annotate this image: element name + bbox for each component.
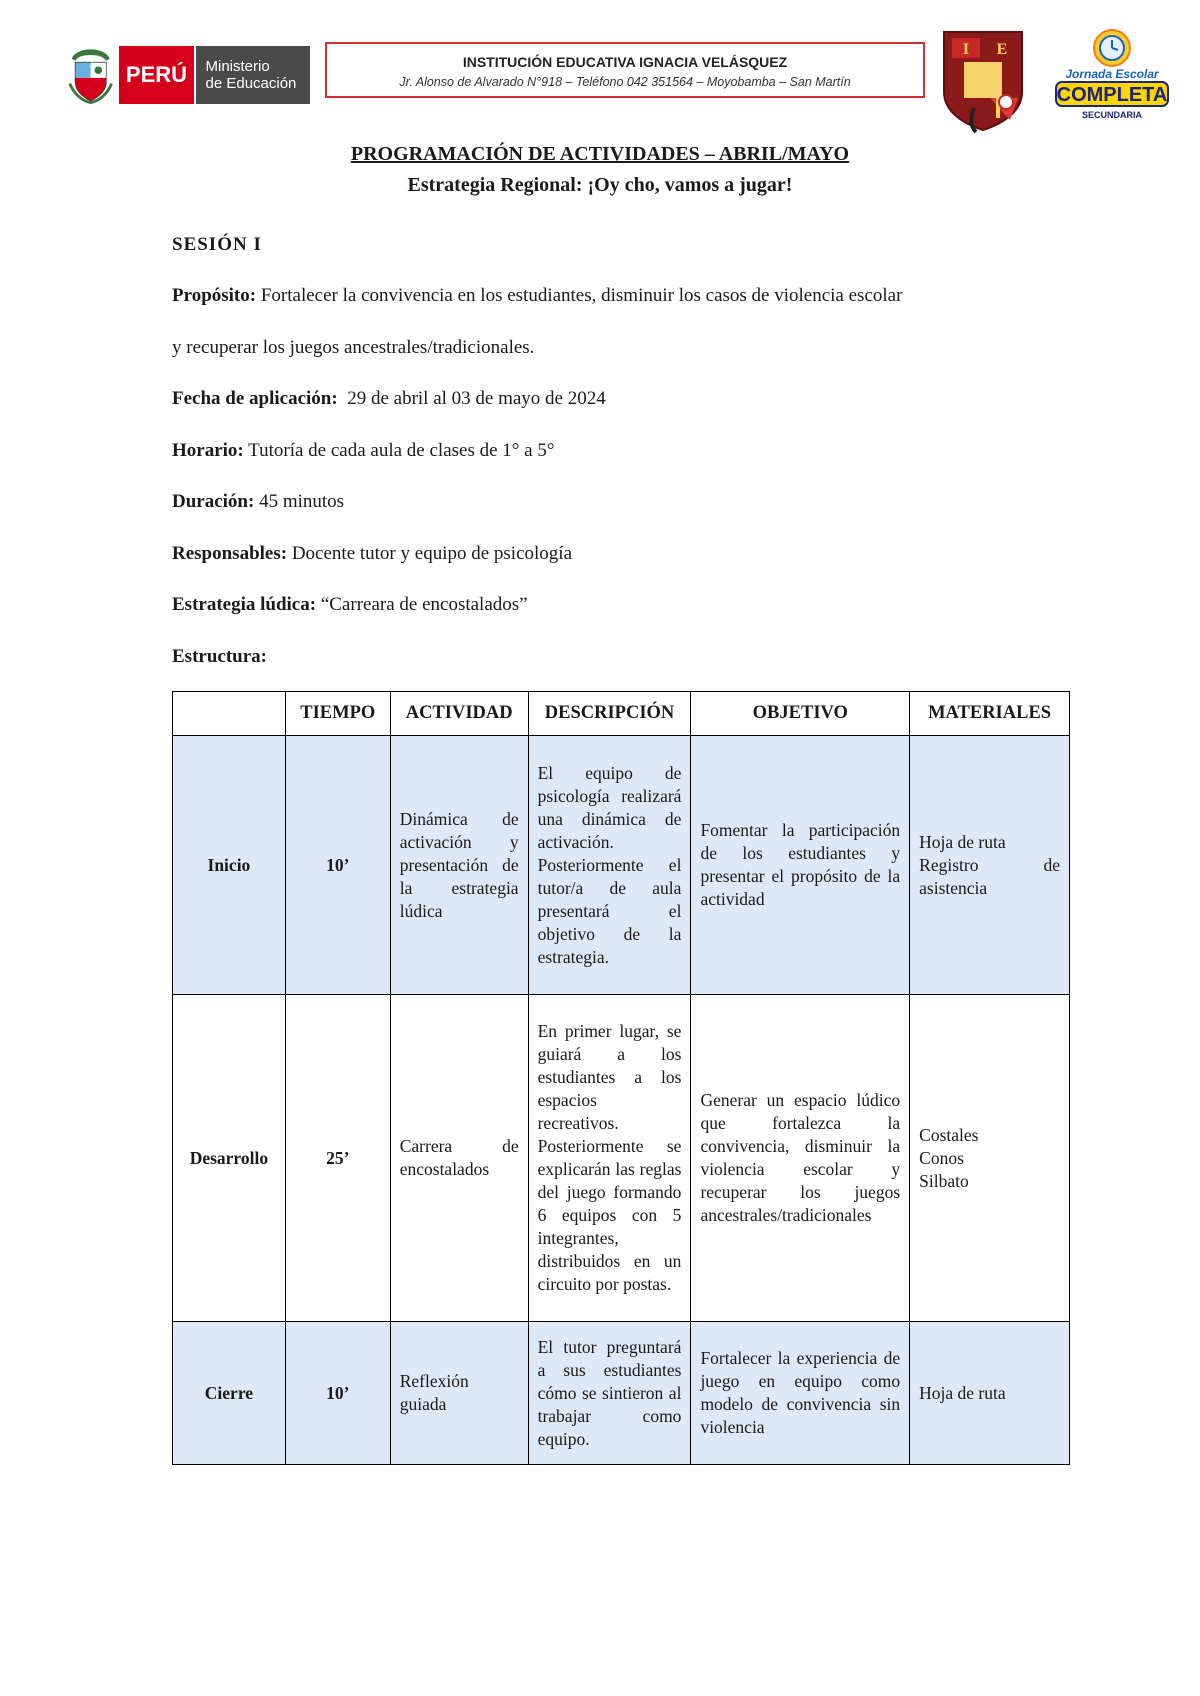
time-cell: 10’ — [285, 1322, 390, 1465]
activity-cell: Carrera de encostalados — [390, 995, 528, 1322]
table-row — [173, 736, 1070, 995]
material-item: Conos — [919, 1147, 964, 1168]
minedu-logo — [66, 44, 310, 106]
document-subtitle: Estrategia Regional: ¡Oy cho, vamos a jugar! — [407, 174, 793, 196]
material-item: Hoja de ruta — [919, 1382, 1006, 1403]
materials-cell — [910, 995, 1070, 1322]
table-row — [173, 995, 1070, 1322]
description-cell: El equipo de psicología realizará una dinámica de activación. Posteriormente el tutor/a de aula presentará el objetivo de la estrategia. — [528, 736, 691, 995]
materials-cell — [910, 736, 1070, 995]
estructura-label: Estructura: — [172, 646, 267, 667]
table-header-row — [173, 692, 1070, 736]
duracion-value: 45 minutos — [254, 491, 345, 512]
responsables-value: Docente tutor y equipo de psicología — [287, 543, 573, 564]
crest-letter-i: I — [962, 41, 970, 58]
duracion-label: Duración: — [172, 491, 255, 512]
jornada-line-3: SECUNDARIA — [1081, 110, 1143, 120]
description-cell: El tutor preguntará a sus estudiantes cómo se sintieron al trabajar como equipo. — [528, 1322, 691, 1465]
description-cell: En primer lugar, se guiará a los estudiantes a los espacios recreativos. Posteriormente se explicarán las reglas del juego formando 6 equipos con 5 integrantes, distribuidos en un circuito por postas. — [528, 995, 691, 1322]
header-description: DESCRIPCIÓN — [528, 692, 691, 736]
header-objective: OBJETIVO — [691, 692, 910, 736]
horario-value: Tutoría de cada aula de clases de 1° a 5° — [243, 440, 555, 461]
time-cell: 25’ — [285, 995, 390, 1322]
proposito-line-1 — [172, 285, 902, 307]
estrategia-value: “Carreara de encostalados” — [316, 594, 528, 615]
institution-address: Jr. Alonso de Alvarado N°918 – Teléfono 042 351564 – Moyobamba – San Martín — [399, 75, 851, 89]
header-materials: MATERIALES — [910, 692, 1070, 736]
school-crest-icon — [940, 28, 1026, 136]
fecha-value: 29 de abril al 03 de mayo de 2024 — [337, 388, 606, 409]
activity-cell: Dinámica de activación y presentación de la estrategia lúdica — [390, 736, 528, 995]
ministry-label — [194, 46, 311, 104]
fecha-label: Fecha de aplicación: — [172, 388, 338, 409]
material-item: Costales — [919, 1124, 979, 1145]
jornada-line-1: Jornada Escolar — [1065, 67, 1159, 81]
session-heading: SESIÓN I — [172, 234, 262, 255]
horario-line — [172, 440, 554, 462]
jornada-escolar-logo — [1050, 26, 1174, 122]
stage-cell: Inicio — [173, 736, 286, 995]
proposito-label: Propósito: — [172, 285, 257, 306]
proposito-value-1: Fortalecer la convivencia en los estudiantes, disminuir los casos de violencia escolar — [256, 285, 903, 306]
stage-cell: Desarrollo — [173, 995, 286, 1322]
peru-coat-of-arms-icon — [66, 44, 115, 106]
materials-cell — [910, 1322, 1070, 1465]
responsables-label: Responsables: — [172, 543, 288, 564]
time-cell: 10’ — [285, 736, 390, 995]
estrategia-line — [172, 594, 528, 616]
stage-cell: Cierre — [173, 1322, 286, 1465]
jornada-line-2: COMPLETA — [1056, 84, 1168, 106]
proposito-value-2: y recuperar los juegos ancestrales/tradicionales. — [172, 337, 535, 358]
crest-letter-e: E — [996, 41, 1008, 58]
objective-cell: Fomentar la participación de los estudiantes y presentar el propósito de la actividad — [691, 736, 910, 995]
material-item: Registro de asistencia — [919, 854, 1060, 898]
institution-box — [325, 42, 925, 98]
ministry-line-2: de Educación — [205, 75, 297, 92]
peru-label: PERÚ — [119, 46, 193, 104]
header-stage — [173, 692, 286, 736]
activity-cell: Reflexión guiada — [390, 1322, 528, 1465]
document-title: PROGRAMACIÓN DE ACTIVIDADES – ABRIL/MAYO — [350, 143, 850, 165]
table-row — [173, 1322, 1070, 1465]
material-item: Hoja de ruta — [919, 831, 1006, 852]
ministry-line-1: Ministerio — [205, 58, 270, 75]
horario-label: Horario: — [172, 440, 244, 461]
estrategia-label: Estrategia lúdica: — [172, 594, 317, 615]
objective-cell: Generar un espacio lúdico que fortalezca la convivencia, disminuir la violencia escolar y recuperar los juegos ancestrales/tradicionales — [691, 995, 910, 1322]
header-activity: ACTIVIDAD — [390, 692, 528, 736]
activity-table — [172, 691, 1070, 1465]
duracion-line — [172, 491, 344, 513]
fecha-line — [172, 388, 606, 410]
responsables-line — [172, 543, 572, 565]
header-time: TIEMPO — [285, 692, 390, 736]
institution-name: INSTITUCIÓN EDUCATIVA IGNACIA VELÁSQUEZ — [462, 54, 788, 70]
material-item: Silbato — [919, 1170, 969, 1191]
objective-cell: Fortalecer la experiencia de juego en equipo como modelo de convivencia sin violencia — [691, 1322, 910, 1465]
